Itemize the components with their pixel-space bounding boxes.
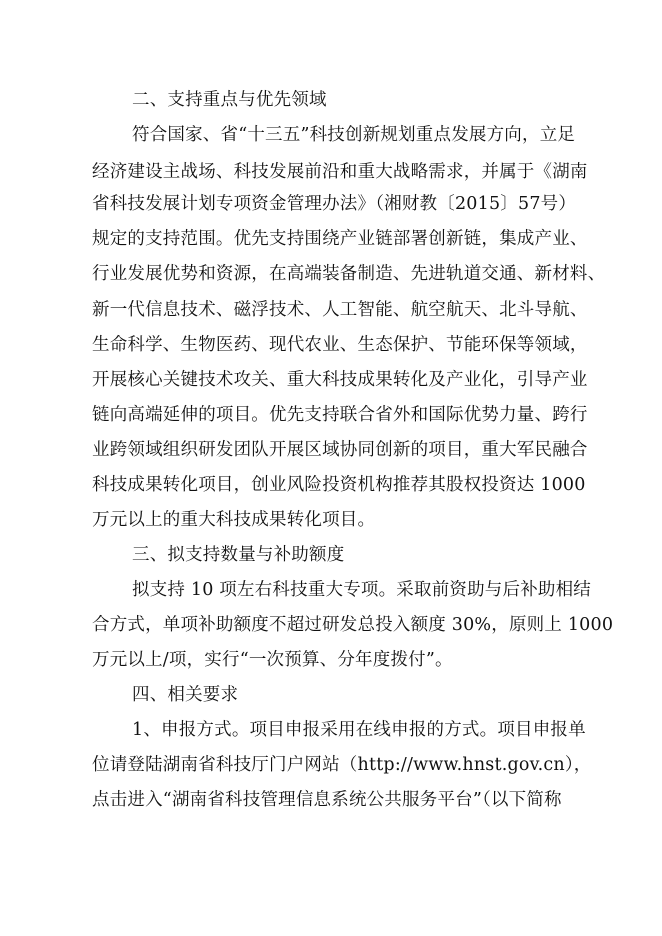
paragraph-line: 万元以上/项，实行“一次预算、分年度拨付”。 — [92, 650, 453, 670]
section-heading-3: 三、拟支持数量与补助额度 — [132, 545, 345, 565]
paragraph-line: 行业发展优势和资源，在高端装备制造、先进轨道交通、新材料、 — [92, 264, 606, 284]
paragraph-line: 科技成果转化项目，创业风险投资机构推荐其股权投资达 1000 — [92, 475, 586, 495]
paragraph-line: 点击进入“湖南省科技管理信息系统公共服务平台”（以下简称 — [92, 790, 562, 810]
paragraph-line: 新一代信息技术、磁浮技术、人工智能、航空航天、北斗导航、 — [92, 300, 588, 320]
paragraph-line: 开展核心关键技术攻关、重大科技成果转化及产业化，引导产业 — [92, 370, 588, 390]
paragraph-line: 业跨领域组织研发团队开展区域协同创新的项目，重大军民融合 — [92, 440, 588, 460]
paragraph-line: 拟支持 10 项左右科技重大专项。采取前资助与后补助相结 — [132, 580, 591, 600]
paragraph-line: 合方式，单项补助额度不超过研发总投入额度 30%，原则上 1000 — [92, 615, 614, 635]
section-heading-2: 二、支持重点与优先领域 — [132, 90, 327, 110]
paragraph-line: 经济建设主战场、科技发展前沿和重大战略需求，并属于《湖南 — [92, 162, 588, 182]
paragraph-line: 万元以上的重大科技成果转化项目。 — [92, 510, 376, 530]
section-heading-4: 四、相关要求 — [132, 685, 239, 705]
paragraph-line: 1、申报方式。项目申报采用在线申报的方式。项目申报单 — [132, 720, 586, 740]
paragraph-line: 规定的支持范围。优先支持围绕产业链部署创新链，集成产业、 — [92, 229, 588, 249]
paragraph-line: 符合国家、省“十三五”科技创新规划重点发展方向，立足 — [132, 125, 576, 145]
paragraph-line: 位请登陆湖南省科技厅门户网站（http://www.hnst.gov.cn）， — [92, 755, 592, 775]
paragraph-line: 生命科学、生物医药、现代农业、生态保护、节能环保等领域， — [92, 335, 588, 355]
paragraph-line: 省科技发展计划专项资金管理办法》（湘财教〔2015〕57号） — [92, 194, 577, 214]
paragraph-line: 链向高端延伸的项目。优先支持联合省外和国际优势力量、跨行 — [92, 405, 588, 425]
